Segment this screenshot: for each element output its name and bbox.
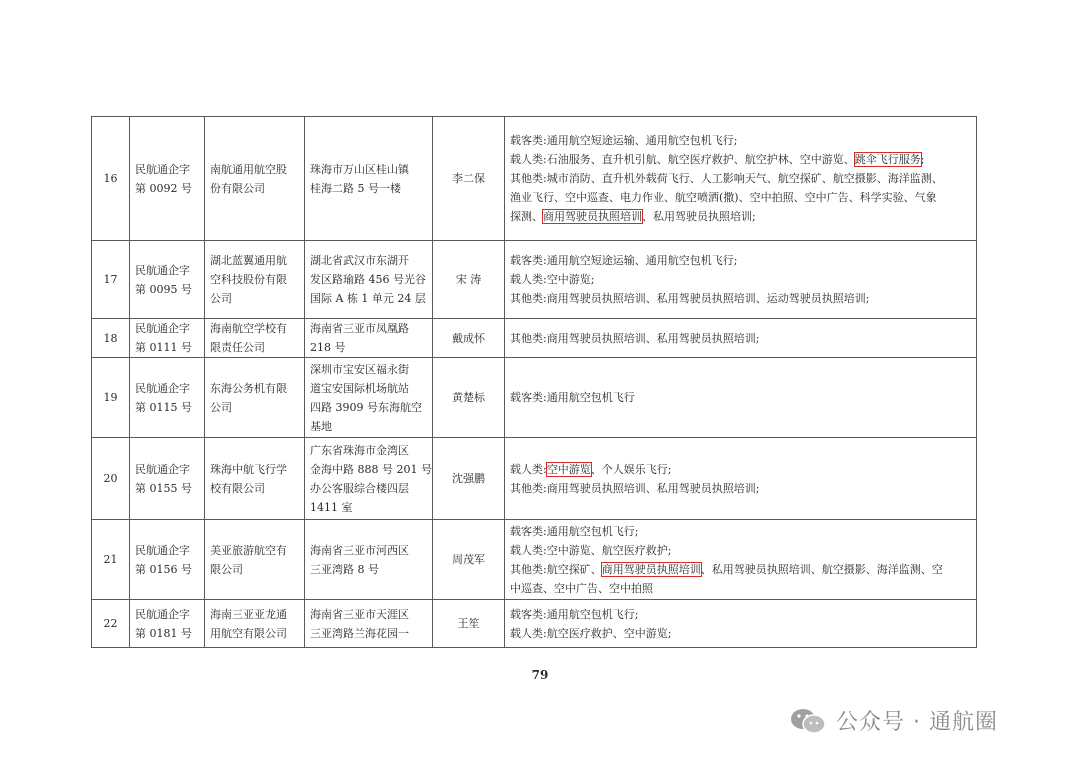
scope-line xyxy=(510,479,971,498)
scope-text: 载人类: xyxy=(510,462,547,476)
license-number xyxy=(130,358,205,438)
address-line: 办公客服综合楼四层 xyxy=(310,481,409,495)
scope-text: 载人类:空中游览、航空医疗救护; xyxy=(510,543,672,557)
watermark-text: 公众号 · 通航圈 xyxy=(836,710,998,735)
watermark xyxy=(788,705,998,736)
company-address xyxy=(305,358,433,438)
company-address xyxy=(305,241,433,319)
license-number xyxy=(130,117,205,241)
address-line: 桂海二路 5 号一楼 xyxy=(310,181,401,195)
company-line: 海南航空学校有 xyxy=(210,322,287,335)
company-address xyxy=(305,438,433,520)
license-line: 民航通企字 xyxy=(135,162,190,176)
address-line: 三亚湾路兰海花园一 xyxy=(310,626,409,640)
table-row xyxy=(92,117,977,241)
address-line: 218 号 xyxy=(310,341,346,354)
company-name xyxy=(205,319,305,358)
license-line: 第 0092 号 xyxy=(135,181,192,195)
row-number: 18 xyxy=(92,319,130,358)
scope-text: 其他类:城市消防、直升机外载荷飞行、人工影响天气、航空探矿、航空摄影、海洋监测、 xyxy=(510,172,943,185)
license-line: 民航通企字 xyxy=(135,607,190,621)
scope-line xyxy=(510,188,971,207)
address-line: 三亚湾路 8 号 xyxy=(310,562,379,576)
legal-representative: 李二保 xyxy=(433,117,505,241)
company-line: 限公司 xyxy=(210,562,243,576)
company-address xyxy=(305,117,433,241)
address-line: 海南省三亚市天涯区 xyxy=(310,607,409,621)
row-number: 16 xyxy=(92,117,130,241)
license-line: 第 0111 号 xyxy=(135,341,192,354)
row-number: 20 xyxy=(92,438,130,520)
highlighted-scope: 跳伞飞行服务 xyxy=(854,153,921,166)
company-line: 公司 xyxy=(210,292,232,305)
license-number xyxy=(130,600,205,648)
scope-text: 载人类:航空医疗救护、空中游览; xyxy=(510,626,672,640)
address-line: 珠海市万山区桂山镇 xyxy=(310,162,409,176)
company-line: 限责任公司 xyxy=(210,341,265,354)
scope-text: 载人类:石油服务、直升机引航、航空医疗救护、航空护林、空中游览、 xyxy=(510,153,855,166)
legal-representative: 周茂军 xyxy=(433,520,505,600)
company-name xyxy=(205,241,305,319)
scope-line xyxy=(510,251,971,270)
scope-line xyxy=(510,605,971,624)
scope-text: 中巡查、空中广告、空中拍照 xyxy=(510,581,653,595)
scope-line xyxy=(510,460,971,479)
scope-text: 载客类:通用航空包机飞行; xyxy=(510,524,639,538)
license-line: 第 0095 号 xyxy=(135,282,192,296)
scope-text: 载人类:空中游览; xyxy=(510,273,595,286)
company-line: 份有限公司 xyxy=(210,181,265,195)
scope-text: 其他类:航空探矿、 xyxy=(510,562,602,576)
scope-text: 载客类:通用航空短途运输、通用航空包机飞行; xyxy=(510,254,738,267)
legal-representative: 戴成怀 xyxy=(433,319,505,358)
scope-text: 其他类:商用驾驶员执照培训、私用驾驶员执照培训、运动驾驶员执照培训; xyxy=(510,292,870,305)
scope-line xyxy=(510,169,971,188)
company-line: 校有限公司 xyxy=(210,481,265,495)
address-line: 1411 室 xyxy=(310,500,353,514)
scope-text: 渔业飞行、空中巡查、电力作业、航空喷洒(撒)、空中拍照、空中广告、科学实验、气象 xyxy=(510,191,937,204)
company-line: 用航空有限公司 xyxy=(210,626,287,640)
address-line: 海南省三亚市河西区 xyxy=(310,543,409,557)
license-number xyxy=(130,241,205,319)
wechat-icon xyxy=(788,706,828,736)
highlighted-scope: 空中游览 xyxy=(546,462,591,476)
table-row xyxy=(92,600,977,648)
company-name xyxy=(205,438,305,520)
legal-representative: 黄楚标 xyxy=(433,358,505,438)
license-number xyxy=(130,319,205,358)
page-number: 79 xyxy=(531,668,549,682)
scope-text: 探测、 xyxy=(510,210,543,223)
address-line: 国际 A 栋 1 单元 24 层 xyxy=(310,292,426,305)
scope-line xyxy=(510,624,971,643)
business-scope xyxy=(505,520,977,600)
address-line: 发区路瑜路 456 号光谷 xyxy=(310,273,426,286)
registry-table-body xyxy=(92,117,977,648)
license-line: 第 0156 号 xyxy=(135,562,192,576)
business-scope xyxy=(505,117,977,241)
business-scope xyxy=(505,241,977,319)
scope-line xyxy=(510,131,971,150)
license-line: 民航通企字 xyxy=(135,543,190,557)
company-line: 海南三亚亚龙通 xyxy=(210,607,287,621)
company-name xyxy=(205,358,305,438)
address-line: 深圳市宝安区福永街 xyxy=(310,362,409,376)
legal-representative: 王笙 xyxy=(433,600,505,648)
scope-line xyxy=(510,579,971,598)
company-line: 公司 xyxy=(210,400,232,414)
address-line: 基地 xyxy=(310,419,332,433)
license-line: 民航通企字 xyxy=(135,322,190,335)
license-line: 民航通企字 xyxy=(135,381,190,395)
table-row xyxy=(92,358,977,438)
company-name xyxy=(205,520,305,600)
scope-line xyxy=(510,289,971,308)
scope-line xyxy=(510,560,971,579)
legal-representative: 宋 涛 xyxy=(433,241,505,319)
company-line: 南航通用航空股 xyxy=(210,162,287,176)
address-line: 湖北省武汉市东湖开 xyxy=(310,254,409,267)
scope-text: 、私用驾驶员执照培训、航空摄影、海洋监测、空 xyxy=(700,562,943,576)
company-address xyxy=(305,600,433,648)
row-number: 19 xyxy=(92,358,130,438)
table-row xyxy=(92,438,977,520)
scope-text: ; xyxy=(920,153,925,166)
company-line: 空科技股份有限 xyxy=(210,273,287,286)
scope-line xyxy=(510,270,971,289)
company-line: 美亚旅游航空有 xyxy=(210,543,287,557)
company-line: 湖北蓝翼通用航 xyxy=(210,254,287,267)
row-number: 17 xyxy=(92,241,130,319)
highlighted-scope: 商用驾驶员执照培训 xyxy=(601,562,701,576)
business-scope xyxy=(505,600,977,648)
scope-line xyxy=(510,207,971,226)
business-scope xyxy=(505,319,977,358)
highlighted-scope: 商用驾驶员执照培训 xyxy=(543,210,642,223)
scope-text: 载客类:通用航空包机飞行 xyxy=(510,391,635,404)
license-line: 民航通企字 xyxy=(135,263,190,277)
address-line: 四路 3909 号东海航空 xyxy=(310,400,422,414)
company-name xyxy=(205,600,305,648)
scope-text: 其他类:商用驾驶员执照培训、私用驾驶员执照培训; xyxy=(510,331,760,345)
address-line: 海南省三亚市凤凰路 xyxy=(310,322,409,335)
company-line: 珠海中航飞行学 xyxy=(210,462,287,476)
license-line: 第 0155 号 xyxy=(135,481,192,495)
scope-line xyxy=(510,541,971,560)
license-number xyxy=(130,520,205,600)
company-address xyxy=(305,319,433,358)
table-row xyxy=(92,319,977,358)
company-address xyxy=(305,520,433,600)
row-number: 22 xyxy=(92,600,130,648)
scope-text: 载客类:通用航空包机飞行; xyxy=(510,607,639,621)
address-line: 广东省珠海市金湾区 xyxy=(310,443,409,457)
license-line: 第 0181 号 xyxy=(135,626,192,640)
table-row xyxy=(92,241,977,319)
business-scope xyxy=(505,438,977,520)
license-number xyxy=(130,438,205,520)
scope-line xyxy=(510,388,971,407)
scope-text: 其他类:商用驾驶员执照培训、私用驾驶员执照培训; xyxy=(510,481,760,495)
scope-text: 、私用驾驶员执照培训; xyxy=(642,210,756,223)
scope-line xyxy=(510,329,971,348)
license-line: 民航通企字 xyxy=(135,462,190,476)
registry-table xyxy=(91,116,977,648)
address-line: 金海中路 888 号 201 号 xyxy=(310,462,432,476)
company-line: 东海公务机有限 xyxy=(210,381,287,395)
company-name xyxy=(205,117,305,241)
row-number: 21 xyxy=(92,520,130,600)
business-scope xyxy=(505,358,977,438)
scope-text: 、个人娱乐飞行; xyxy=(590,462,672,476)
scope-text: 载客类:通用航空短途运输、通用航空包机飞行; xyxy=(510,134,738,147)
table-row xyxy=(92,520,977,600)
scope-line xyxy=(510,150,971,169)
scope-line xyxy=(510,522,971,541)
legal-representative: 沈强鹏 xyxy=(433,438,505,520)
address-line: 道宝安国际机场航站 xyxy=(310,381,409,395)
license-line: 第 0115 号 xyxy=(135,400,192,414)
